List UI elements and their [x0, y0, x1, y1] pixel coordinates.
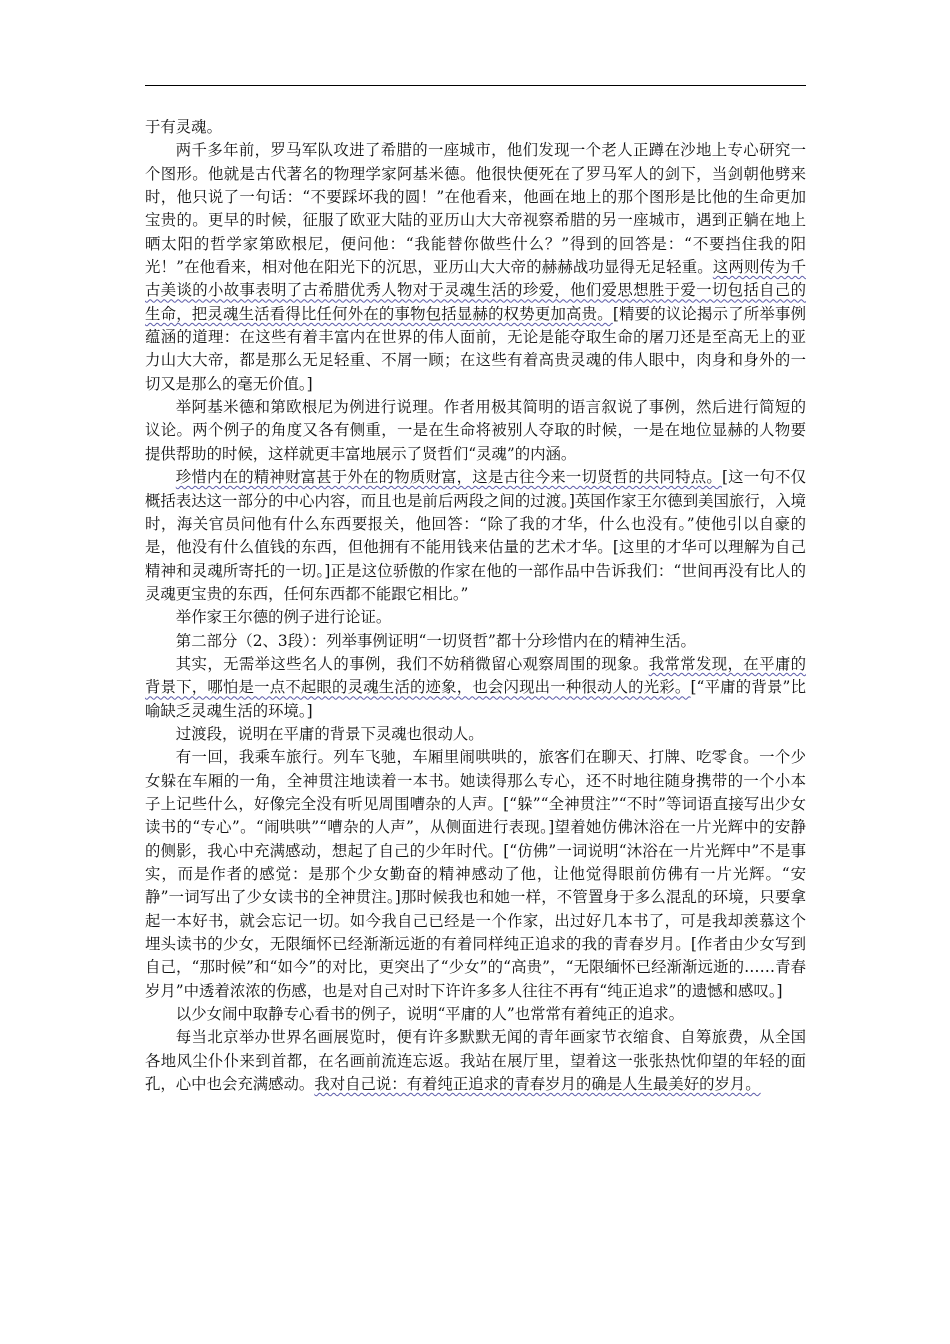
text-run: [精要的议论揭示了所举事例蕴涵的道理：在这些有着丰富内在世界的伟人面前，无论是能夺取生命的屠刀还是至高无上的亚力山大大帝，都是那么无足轻重、不屑一顾；在这些有着高贵灵魂的伟人眼中，肉身和身外的一切又是那么的毫无价值。] [145, 304, 806, 393]
highlighted-sentence: 我常常发现，在平庸的背景下，哪怕是一点不起眼的灵魂生活的迹象，也会闪现出一种很动人的光彩。 [145, 654, 806, 697]
paragraph [145, 466, 806, 606]
text-run: 两千多年前，罗马军队攻进了希腊的一座城市，他们发现一个老人正蹲在沙地上专心研究一个图形。他就是古代著名的物理学家阿基米德。他很快便死在了罗马军人的剑下，当剑朝他劈来时，他只说了一句话：“不要踩坏我的圆！”在他看来，他画在地上的那个图形是比他的生命更加宝贵的。更早的时候，征服了欧亚大陆的亚历山大大帝视察希腊的另一座城市，遇到正躺在地上晒太阳的哲学家第欧根尼，便问他：“我能替你做些什么？”得到的回答是：“不要挡住我的阳光！”在他看来，相对他在阳光下的沉思，亚历山大大帝的赫赫战功显得无足轻重。 [145, 141, 806, 277]
paragraph [145, 139, 806, 396]
paragraph [145, 1026, 806, 1096]
text-run: 于有灵魂。 [145, 118, 222, 136]
text-run: 举作家王尔德的例子进行论证。 [175, 608, 392, 627]
text-run: 过渡段，说明在平庸的背景下灵魂也很动人。 [175, 724, 484, 743]
paragraph [145, 723, 806, 746]
text-run: 其实，无需举这些名人的事例，我们不妨稍微留心观察周围的现象。 [175, 654, 649, 673]
paragraph [145, 116, 806, 139]
paragraph [145, 746, 806, 1003]
highlighted-sentence: 珍惜内在的精神财富甚于外在的物质财富，这是古往今来一切贤哲的共同特点。 [175, 468, 722, 487]
paragraph [145, 630, 806, 653]
paragraph [145, 1003, 806, 1026]
text-run: 有一回，我乘车旅行。列车飞驰，车厢里闹哄哄的，旅客们在聊天、打牌、吃零食。一个少女躲在车厢的一角，全神贯注地读着一本书。她读得那么专心，还不时地往随身携带的一个小本子上记些什么，好像完全没有听见周围嘈杂的人声。[“躲”“全神贯注”“不时”等词语直接写出少女读书的“专心”。“闹哄哄”“嘈杂的人声”，从侧面进行表现。]望着她仿佛沐浴在一片光辉中的安静的侧影，我心中充满感动，想起了自己的少年时代。[“仿佛”一词说明“沐浴在一片光辉中”不是事实，而是作者的感觉：是那个少女勤奋的精神感动了他，让他觉得眼前仿佛有一片光辉。“安静”一词写出了少女读书的全神贯注。]那时候我也和她一样，不管置身于多么混乱的环境，只要拿起一本好书，就会忘记一切。如今我自己已经是一个作家，出过好几本书了，可是我却羡慕这个埋头读书的少女，无限缅怀已经渐渐远逝的有着同样纯正追求的我的青春岁月。[作者由少女写到自己，“那时候”和“如今”的对比，更突出了“少女”的“高贵”，“无限缅怀已经渐渐远逝的……青春岁月”中透着浓浓的伤感，也是对自己对时下许许多多人往往不再有“纯正追求”的遗憾和感叹。] [145, 748, 806, 1000]
highlighted-sentence: 这两则传为千古美谈的小故事表明了古希腊优秀人物对于灵魂生活的珍爱，他们爱思想胜于爱一切包括自己的生命，把灵魂生活看得比任何外在的事物包括显赫的权势更加高贵。 [145, 258, 806, 323]
paragraph [145, 396, 806, 466]
text-run: 以少女闹中取静专心看书的例子，说明“平庸的人”也常常有着纯正的追求。 [175, 1005, 685, 1024]
text-run: 每当北京举办世界名画展览时，便有许多默默无闻的青年画家节衣缩食、自筹旅费，从全国各地风尘仆仆来到首都，在名画前流连忘返。我站在展厅里，望着这一张张热忱仰望的年轻的面孔，心中也会充满感动。 [145, 1028, 806, 1094]
document-body [145, 116, 806, 1096]
header-rule [145, 85, 806, 86]
text-run: [这一句不仅概括表达这一部分的中心内容，而且也是前后两段之间的过渡。]英国作家王尔德到美国旅行，入境时，海关官员问他有什么东西要报关，他回答：“除了我的才华，什么也没有。”使他引以自豪的是，他没有什么值钱的东西，但他拥有不能用钱来估量的艺术才华。[这里的才华可以理解为自己精神和灵魂所寄托的一切。]正是这位骄傲的作家在他的一部作品中告诉我们：“世间再没有比人的灵魂更宝贵的东西，任何东西都不能跟它相比。” [145, 468, 806, 603]
highlighted-sentence: 我对自己说：有着纯正追求的青春岁月的确是人生最美好的岁月。 [314, 1075, 761, 1094]
paragraph [145, 606, 806, 629]
text-run: [“平庸的背景”比喻缺乏灵魂生活的环境。] [145, 678, 806, 720]
paragraph [145, 653, 806, 723]
text-run: 举阿基米德和第欧根尼为例进行说理。作者用极其简明的语言叙说了事例，然后进行简短的议论。两个例子的角度又各有侧重，一是在生命将被别人夺取的时候，一是在地位显赫的人物要提供帮助的时候，这样就更丰富地展示了贤哲们“灵魂”的内涵。 [145, 398, 806, 463]
text-run: 第二部分（2、3段）：列举事例证明“一切贤哲”都十分珍惜内在的精神生活。 [175, 631, 696, 650]
